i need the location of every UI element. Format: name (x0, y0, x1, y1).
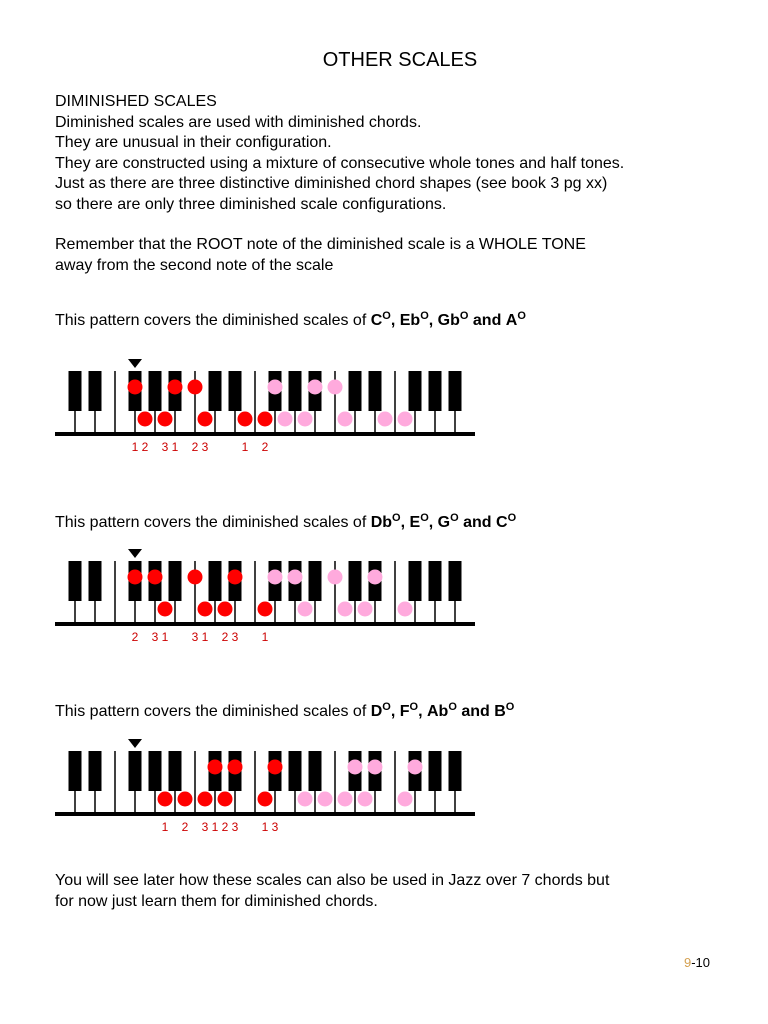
black-key (209, 561, 222, 601)
closing-paragraph (55, 871, 735, 912)
repeat-note-dot (398, 412, 413, 427)
black-key (289, 751, 302, 791)
fingering-number: 2 (261, 440, 269, 454)
scale-note-dot (148, 570, 163, 585)
reminder-line: away from the second note of the scale (55, 256, 334, 274)
fingering-number: 1 (131, 440, 139, 454)
intro-section (55, 92, 735, 276)
scale-note-dot (178, 792, 193, 807)
scale-name: C (370, 312, 383, 329)
repeat-note-dot (298, 412, 313, 427)
position-marker-icon (128, 359, 142, 368)
scale-separator: , (418, 703, 423, 720)
scale-note-dot (198, 602, 213, 617)
keyboard-base (55, 812, 475, 816)
repeat-note-dot (328, 570, 343, 585)
keyboard-diagram-2 (40, 545, 500, 655)
fingering-number: 1 (261, 630, 269, 644)
black-key (169, 561, 182, 601)
fingering-number: 1 (201, 630, 209, 644)
repeat-note-dot (358, 602, 373, 617)
scale-separator: , (428, 514, 434, 531)
black-key (169, 751, 182, 791)
fingering-number: 1 (261, 820, 269, 834)
black-key (149, 751, 162, 791)
repeat-note-dot (288, 570, 303, 585)
scale-note-dot (128, 570, 143, 585)
fingering-number: 1 (241, 440, 249, 454)
black-key (449, 371, 462, 411)
scale-note-dot (128, 380, 143, 395)
keyboard-diagram-1 (40, 355, 500, 465)
scale-note-dot (258, 602, 273, 617)
scale-note-dot (258, 412, 273, 427)
black-key (69, 371, 82, 411)
pattern-prefix: This pattern covers the diminished scales of (55, 312, 367, 329)
diminished-symbol: O (409, 701, 419, 713)
scale-name: E (409, 514, 421, 531)
black-key (429, 561, 442, 601)
scale-note-dot (218, 792, 233, 807)
scale-name: C (496, 514, 508, 531)
scale-note-dot (208, 760, 223, 775)
scale-note-dot (228, 570, 243, 585)
repeat-note-dot (308, 380, 323, 395)
fingering-number: 3 (161, 440, 169, 454)
fingering-number: 1 (161, 820, 169, 834)
diminished-symbol: O (420, 310, 429, 322)
keyboard-diagram-3 (40, 735, 500, 845)
repeat-note-dot (338, 412, 353, 427)
scale-note-dot (268, 760, 283, 775)
scale-name: D (370, 703, 383, 720)
fingering-number: 2 (191, 440, 199, 454)
pattern-3-title (55, 702, 514, 722)
scale-note-dot (158, 602, 173, 617)
fingering-number: 1 (171, 440, 179, 454)
page-number (684, 955, 710, 971)
pattern-prefix: This pattern covers the diminished scales of (55, 703, 367, 720)
black-key (409, 371, 422, 411)
repeat-note-dot (358, 792, 373, 807)
repeat-note-dot (298, 602, 313, 617)
black-key (409, 561, 422, 601)
black-key (89, 561, 102, 601)
scale-note-dot (188, 380, 203, 395)
scale-name: Eb (399, 312, 421, 329)
scale-note-dot (238, 412, 253, 427)
scale-separator: , (428, 312, 434, 329)
page-separator: - (691, 955, 696, 970)
repeat-note-dot (408, 760, 423, 775)
section-heading: DIMINISHED SCALES (55, 93, 217, 110)
scale-note-dot (188, 570, 203, 585)
closing-line: for now just learn them for diminished chords. (55, 892, 378, 910)
fingering-number: 1 (161, 630, 169, 644)
page-chapter: 9 (683, 955, 692, 970)
diminished-symbol: O (507, 512, 517, 524)
scale-separator: , (390, 703, 396, 720)
black-key (89, 371, 102, 411)
repeat-note-dot (338, 602, 353, 617)
black-key (209, 371, 222, 411)
scale-note-dot (258, 792, 273, 807)
black-key (449, 751, 462, 791)
fingering-number: 3 (231, 630, 239, 644)
paragraph-gap (55, 215, 735, 235)
repeat-note-dot (368, 570, 383, 585)
page-title: OTHER SCALES (322, 49, 478, 71)
black-key (349, 561, 362, 601)
fingering-number: 2 (141, 440, 149, 454)
scale-name: Db (370, 514, 393, 531)
repeat-note-dot (278, 412, 293, 427)
black-key (69, 751, 82, 791)
intro-line: Diminished scales are used with diminished chords. (55, 113, 422, 131)
repeat-note-dot (298, 792, 313, 807)
black-key (69, 561, 82, 601)
diminished-symbol: O (450, 512, 459, 524)
scale-name: Ab (427, 703, 449, 720)
black-key (349, 371, 362, 411)
intro-line: They are unusual in their configuration. (55, 134, 332, 151)
scale-note-dot (158, 412, 173, 427)
position-marker-icon (128, 549, 142, 558)
keyboard-base (55, 432, 475, 436)
repeat-note-dot (338, 792, 353, 807)
scale-note-dot (218, 602, 233, 617)
scale-note-dot (168, 380, 183, 395)
diminished-symbol: O (382, 701, 391, 713)
black-key (309, 751, 322, 791)
diminished-symbol: O (517, 310, 526, 322)
black-key (129, 751, 142, 791)
scale-separator: , (390, 312, 396, 329)
fingering-number: 3 (201, 820, 209, 834)
scale-name: Gb (437, 312, 460, 329)
diminished-symbol: O (420, 512, 429, 524)
repeat-note-dot (378, 412, 393, 427)
pattern-prefix: This pattern covers the diminished scales of (55, 514, 367, 531)
diminished-symbol: O (382, 310, 391, 322)
black-key (89, 751, 102, 791)
repeat-note-dot (328, 380, 343, 395)
black-key (229, 371, 242, 411)
scale-separator: and (458, 514, 492, 531)
black-key (429, 371, 442, 411)
fingering-number: 2 (131, 630, 139, 644)
repeat-note-dot (268, 380, 283, 395)
scale-separator: , (400, 514, 406, 531)
scale-name: A (505, 312, 518, 329)
fingering-number: 2 (221, 820, 229, 834)
repeat-note-dot (398, 602, 413, 617)
black-key (289, 371, 302, 411)
scale-name: B (494, 703, 506, 720)
scale-note-dot (198, 412, 213, 427)
scale-name: F (399, 703, 410, 720)
fingering-number: 3 (271, 820, 279, 834)
intro-line: They are constructed using a mixture of consecutive whole tones and half tones. (55, 154, 625, 172)
diminished-symbol: O (392, 512, 401, 524)
black-key (369, 371, 382, 411)
fingering-number: 2 (181, 820, 189, 834)
scale-name: G (437, 514, 451, 531)
diminished-symbol: O (505, 701, 515, 713)
repeat-note-dot (318, 792, 333, 807)
black-key (429, 751, 442, 791)
fingering-number: 3 (191, 630, 199, 644)
scale-note-dot (198, 792, 213, 807)
black-key (309, 561, 322, 601)
keyboard-base (55, 622, 475, 626)
fingering-number: 3 (151, 630, 159, 644)
black-key (449, 561, 462, 601)
position-marker-icon (128, 739, 142, 748)
repeat-note-dot (268, 570, 283, 585)
pattern-2-title (55, 513, 516, 533)
repeat-note-dot (398, 792, 413, 807)
diminished-symbol: O (448, 701, 457, 713)
scale-note-dot (138, 412, 153, 427)
intro-line: Just as there are three distinctive diminished chord shapes (see book 3 pg xx) (55, 175, 608, 192)
fingering-number: 3 (201, 440, 209, 454)
scale-note-dot (228, 760, 243, 775)
fingering-number: 3 (231, 820, 239, 834)
repeat-note-dot (368, 760, 383, 775)
black-key (149, 371, 162, 411)
intro-line: so there are only three diminished scale configurations. (55, 195, 447, 213)
fingering-number: 2 (221, 630, 229, 644)
scale-note-dot (158, 792, 173, 807)
fingering-number: 1 (211, 820, 219, 834)
scale-separator: and (456, 703, 490, 720)
closing-line: You will see later how these scales can also be used in Jazz over 7 chords but (55, 872, 610, 889)
diminished-symbol: O (459, 310, 469, 322)
page-index: 10 (695, 955, 710, 970)
repeat-note-dot (348, 760, 363, 775)
reminder-line: Remember that the ROOT note of the diminished scale is a WHOLE TONE (55, 236, 586, 253)
scale-separator: and (468, 312, 502, 329)
pattern-1-title (55, 311, 526, 331)
